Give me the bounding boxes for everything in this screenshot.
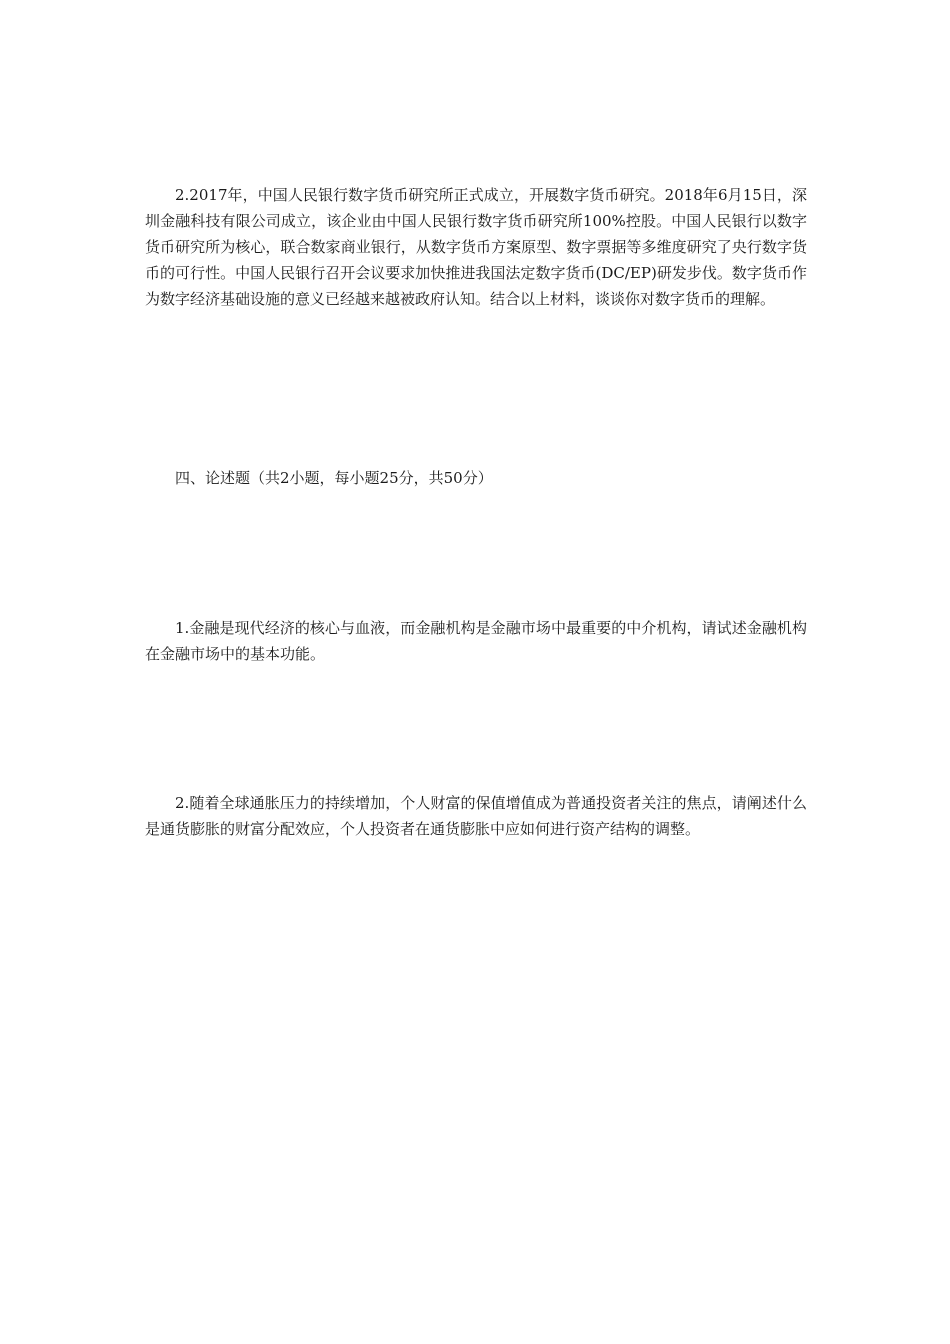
question-4-1: 1.金融是现代经济的核心与血液，而金融机构是金融市场中最重要的中介机构，请试述金融机构在金融市场中的基本功能。 <box>145 619 807 663</box>
question-3-2: 2.2017年，中国人民银行数字货币研究所正式成立，开展数字货币研究。2018年6月15日，深圳金融科技有限公司成立，该企业由中国人民银行数字货币研究所100%控股。中国人民银行以数字货币研究所为核心，联合数家商业银行，从数字货币方案原型、数字票据等多维度研究了央行数字货币的可行性。中国人民银行召开会议要求加快推进我国法定数字货币(DC/EP)研发步伐。数字货币作为数字经济基础设施的意义已经越来越被政府认知。结合以上材料，谈谈你对数字货币的理解。 <box>145 186 807 308</box>
question-4-2: 2.随着全球通胀压力的持续增加，个人财富的保值增值成为普通投资者关注的焦点，请阐述什么是通货膨胀的财富分配效应，个人投资者在通货膨胀中应如何进行资产结构的调整。 <box>145 794 807 838</box>
section-4-heading: 四、论述题（共2小题，每小题25分，共50分） <box>175 469 493 487</box>
